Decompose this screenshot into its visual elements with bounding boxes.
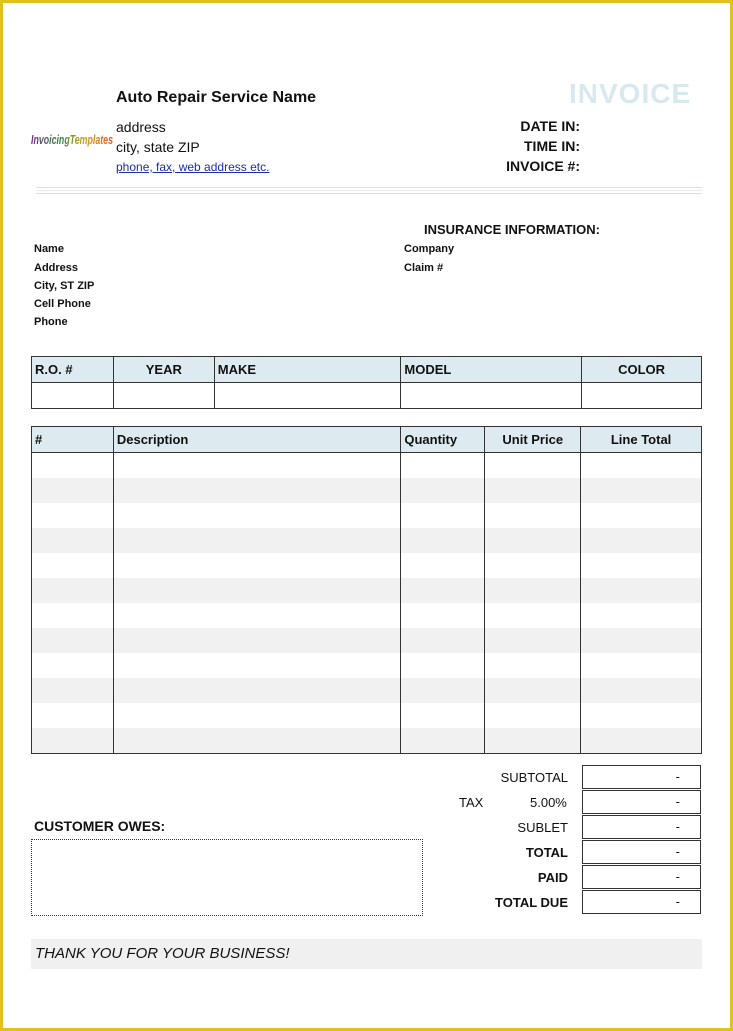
- line-total-cell[interactable]: [581, 603, 702, 628]
- company-name: Auto Repair Service Name: [116, 89, 317, 106]
- line-total-cell[interactable]: [581, 578, 702, 603]
- total-due-label: TOTAL DUE: [495, 895, 568, 910]
- unit-price-cell[interactable]: [485, 453, 581, 479]
- color-header: COLOR: [582, 357, 702, 383]
- customer-city-label: City, ST ZIP: [34, 280, 95, 292]
- model-header: MODEL: [401, 357, 582, 383]
- sublet-label: SUBLET: [517, 820, 568, 835]
- line-total-cell[interactable]: [581, 653, 702, 678]
- description-cell[interactable]: [113, 503, 401, 528]
- customer-name-label: Name: [34, 243, 64, 255]
- description-cell[interactable]: [113, 678, 401, 703]
- divider-line: [36, 187, 702, 188]
- description-cell[interactable]: [113, 478, 401, 503]
- item-row: [32, 553, 702, 578]
- subtotal-label: SUBTOTAL: [500, 770, 568, 785]
- quantity-cell[interactable]: [401, 478, 485, 503]
- line-total-cell[interactable]: [581, 728, 702, 754]
- quantity-cell[interactable]: [401, 728, 485, 754]
- item-number-cell[interactable]: [32, 478, 114, 503]
- item-row: [32, 578, 702, 603]
- unit-price-cell[interactable]: [485, 478, 581, 503]
- company-contact-link[interactable]: phone, fax, web address etc.: [116, 160, 270, 174]
- line-total-cell[interactable]: [581, 453, 702, 479]
- year-header: YEAR: [113, 357, 214, 383]
- date-in-label: DATE IN:: [520, 118, 580, 134]
- item-number-cell[interactable]: [32, 553, 114, 578]
- quantity-cell[interactable]: [401, 628, 485, 653]
- line-total-cell[interactable]: [581, 628, 702, 653]
- year-cell[interactable]: [113, 383, 214, 409]
- unit-price-cell[interactable]: [485, 603, 581, 628]
- unit-price-cell[interactable]: [485, 728, 581, 754]
- divider-line: [36, 190, 702, 191]
- item-number-cell[interactable]: [32, 703, 114, 728]
- total-value: -: [582, 840, 701, 864]
- invoice-number-label: INVOICE #:: [506, 158, 580, 174]
- divider-line: [36, 193, 702, 194]
- item-number-cell[interactable]: [32, 578, 114, 603]
- total-label: TOTAL: [525, 845, 568, 860]
- customer-address-label: Address: [34, 262, 79, 274]
- item-number-cell[interactable]: [32, 728, 114, 754]
- quantity-cell[interactable]: [401, 578, 485, 603]
- item-number-header: #: [32, 427, 114, 453]
- description-cell[interactable]: [113, 728, 401, 754]
- items-table: [31, 426, 702, 754]
- unit-price-cell[interactable]: [485, 678, 581, 703]
- tax-label: TAX: [459, 795, 484, 810]
- tax-value: -: [582, 790, 701, 814]
- description-header: Description: [113, 427, 401, 453]
- make-header: MAKE: [214, 357, 401, 383]
- description-cell[interactable]: [113, 603, 401, 628]
- description-cell[interactable]: [113, 703, 401, 728]
- quantity-cell[interactable]: [401, 503, 485, 528]
- item-row: [32, 603, 702, 628]
- company-city: city, state ZIP: [116, 139, 200, 155]
- make-cell[interactable]: [214, 383, 401, 409]
- item-row: [32, 453, 702, 479]
- line-total-cell[interactable]: [581, 478, 702, 503]
- tax-rate[interactable]: 5.00%: [530, 795, 567, 810]
- line-total-cell[interactable]: [581, 703, 702, 728]
- item-row: [32, 478, 702, 503]
- quantity-cell[interactable]: [401, 528, 485, 553]
- item-number-cell[interactable]: [32, 528, 114, 553]
- vehicle-table: [31, 356, 702, 409]
- unit-price-cell[interactable]: [485, 653, 581, 678]
- quantity-cell[interactable]: [401, 678, 485, 703]
- line-total-cell[interactable]: [581, 678, 702, 703]
- customer-phone-label: Phone: [34, 316, 68, 328]
- line-total-header: Line Total: [581, 427, 702, 453]
- description-cell[interactable]: [113, 553, 401, 578]
- description-cell[interactable]: [113, 628, 401, 653]
- item-row: [32, 653, 702, 678]
- time-in-label: TIME IN:: [524, 138, 580, 154]
- invoice-title: INVOICE: [569, 78, 692, 109]
- item-row: [32, 628, 702, 653]
- unit-price-cell[interactable]: [485, 553, 581, 578]
- paid-value: -: [582, 865, 701, 889]
- unit-price-cell[interactable]: [485, 628, 581, 653]
- subtotal-value: -: [582, 765, 701, 789]
- unit-price-cell[interactable]: [485, 703, 581, 728]
- item-number-cell[interactable]: [32, 678, 114, 703]
- item-row: [32, 528, 702, 553]
- company-address: address: [116, 119, 166, 135]
- quantity-cell[interactable]: [401, 453, 485, 479]
- thank-you-banner: THANK YOU FOR YOUR BUSINESS!: [31, 939, 702, 969]
- customer-owes-label: CUSTOMER OWES:: [34, 818, 166, 834]
- item-number-cell[interactable]: [32, 628, 114, 653]
- svg-text:InvoicingTemplates: InvoicingTemplates: [31, 132, 113, 147]
- item-row: [32, 678, 702, 703]
- paid-label: PAID: [537, 870, 568, 885]
- insurance-heading: INSURANCE INFORMATION:: [424, 222, 600, 237]
- item-row: [32, 728, 702, 754]
- customer-cell-label: Cell Phone: [34, 298, 91, 310]
- description-cell[interactable]: [113, 653, 401, 678]
- item-row: [32, 503, 702, 528]
- ro-header: R.O. #: [32, 357, 114, 383]
- quantity-cell[interactable]: [401, 653, 485, 678]
- insurance-company-label: Company: [404, 243, 455, 255]
- unit-price-cell[interactable]: [485, 528, 581, 553]
- description-cell[interactable]: [113, 453, 401, 479]
- unit-price-cell[interactable]: [485, 503, 581, 528]
- item-number-cell[interactable]: [32, 603, 114, 628]
- description-cell[interactable]: [113, 578, 401, 603]
- model-cell[interactable]: [401, 383, 582, 409]
- ro-cell[interactable]: [32, 383, 114, 409]
- insurance-claim-label: Claim #: [404, 262, 444, 274]
- item-number-cell[interactable]: [32, 453, 114, 479]
- total-due-value: -: [582, 890, 701, 914]
- item-number-cell[interactable]: [32, 653, 114, 678]
- description-cell[interactable]: [113, 528, 401, 553]
- item-number-cell[interactable]: [32, 503, 114, 528]
- quantity-cell[interactable]: [401, 553, 485, 578]
- customer-owes-box[interactable]: [31, 839, 423, 916]
- line-total-cell[interactable]: [581, 503, 702, 528]
- color-cell[interactable]: [582, 383, 702, 409]
- company-logo: [30, 120, 114, 158]
- item-row: [32, 703, 702, 728]
- unit-price-cell[interactable]: [485, 578, 581, 603]
- quantity-cell[interactable]: [401, 703, 485, 728]
- unit-price-header: Unit Price: [485, 427, 581, 453]
- sublet-value: -: [582, 815, 701, 839]
- quantity-header: Quantity: [401, 427, 485, 453]
- quantity-cell[interactable]: [401, 603, 485, 628]
- line-total-cell[interactable]: [581, 528, 702, 553]
- line-total-cell[interactable]: [581, 553, 702, 578]
- item-rows: [32, 453, 702, 754]
